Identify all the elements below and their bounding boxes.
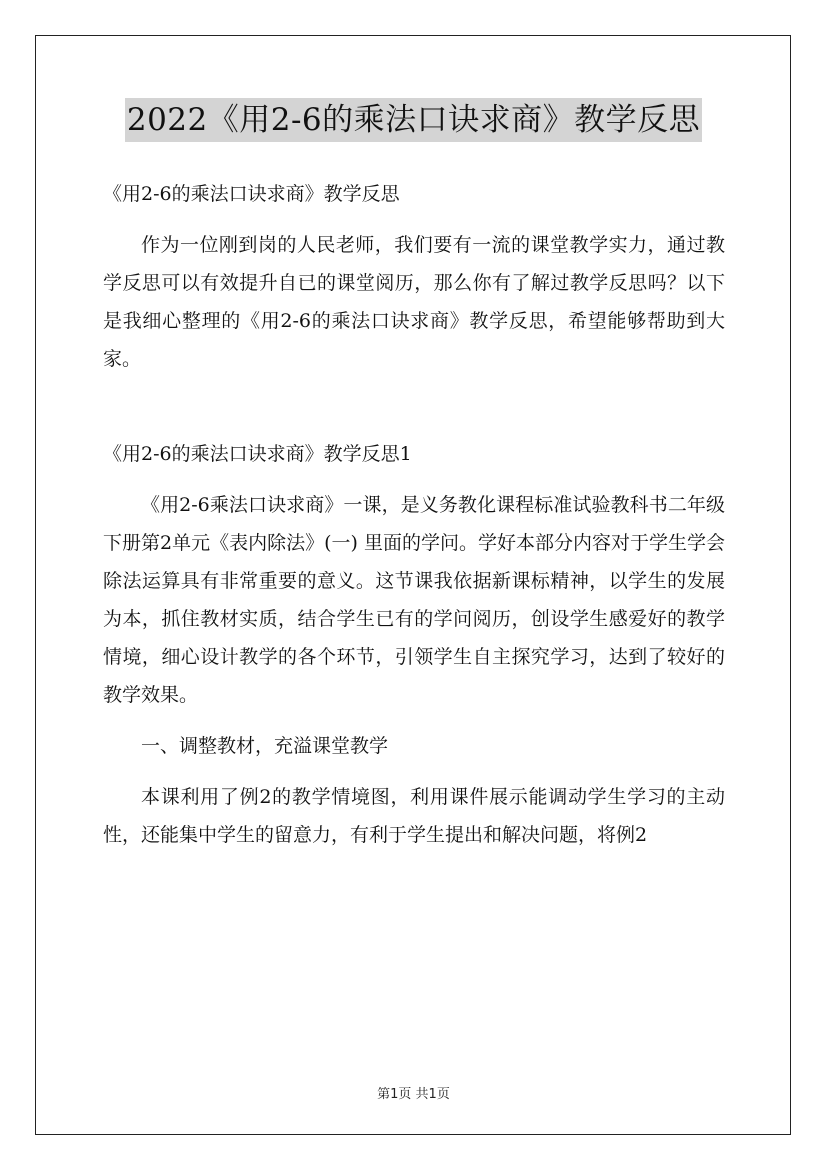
spacer (103, 714, 725, 727)
title-container (0, 98, 827, 142)
spacer (103, 765, 725, 778)
heading-adjust-materials: 一、调整教材，充溢课堂教学 (141, 735, 389, 757)
body-paragraph-1: 《用2-6乘法口诀求商》一课，是义务教化课程标准试验教科书二年级下册第2单元《表内除法》(一) 里面的学问。学好本部分内容对于学生学会除法运算具有非常重要的意义。这节课我依据新课标精神，以学生的发展为本，抓住教材实质，结合学生已有的学问阅历，创设学生感爱好的教学情境，细心设计教学的各个环节，引领学生自主探究学习，达到了较好的教学效果。 (103, 494, 725, 706)
spacer (103, 473, 725, 486)
page-footer: 第1页 共1页 (377, 1087, 450, 1102)
document-body (103, 175, 725, 854)
intro-paragraph: 作为一位刚到岗的人民老师，我们要有一流的课堂教学实力，通过教学反思可以有效提升自已的课堂阅历，那么你有了解过教学反思吗？以下是我细心整理的《用2-6的乘法口诀求商》教学反思，希望能够帮助到大家。 (103, 234, 725, 370)
section-title: 《用2-6的乘法口诀求商》教学反思1 (103, 443, 412, 465)
document-title: 2022《用2-6的乘法口诀求商》教学反思 (125, 98, 702, 142)
spacer (103, 213, 725, 226)
body-paragraph-2: 本课利用了例2的教学情境图，利用课件展示能调动学生学习的主动性，还能集中学生的留意力，有利于学生提出和解决问题，将例2 (103, 786, 725, 846)
spacer (103, 378, 725, 435)
document-subtitle: 《用2-6的乘法口诀求商》教学反思 (103, 183, 400, 205)
